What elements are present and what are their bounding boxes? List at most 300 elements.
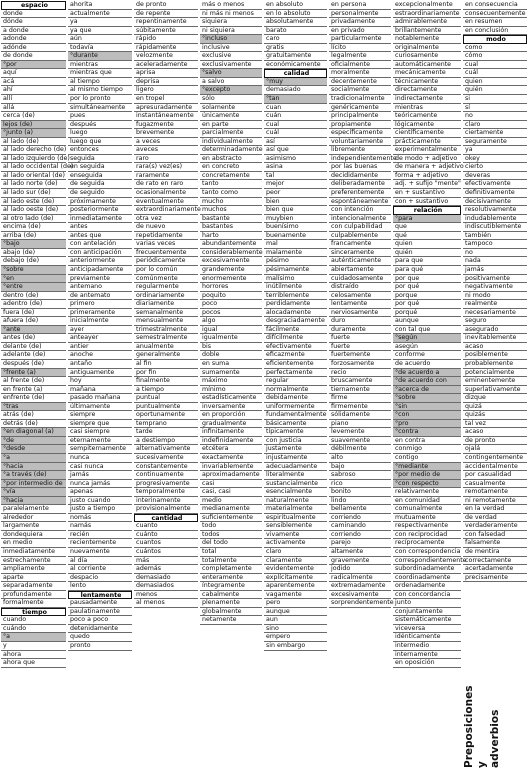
word-cell: inevitablemente: [463, 334, 527, 343]
word-cell: porqué: [393, 309, 461, 318]
word-cell: de nuevo: [134, 223, 198, 232]
word-cell: moralmente: [329, 69, 391, 78]
word-cell: demasiados: [134, 582, 198, 591]
word-cell: exclusivamente: [200, 61, 262, 70]
word-cell: °vía: [1, 488, 66, 497]
word-cell: plenamente: [200, 599, 262, 608]
word-cell: tampoco: [463, 240, 527, 249]
word-cell: por lo pronto: [68, 95, 132, 104]
word-cell: del todo: [200, 539, 262, 548]
word-cell: bonito: [329, 488, 391, 497]
word-cell: en frente (a): [1, 386, 66, 395]
title-line-1: Preposiciones: [463, 685, 475, 768]
word-cell: últimamente: [68, 403, 132, 412]
word-cell: raro: [134, 155, 198, 164]
column-1: [1, 1, 74, 668]
word-cell: piano: [329, 420, 391, 429]
word-cell: parejo: [329, 539, 391, 548]
word-cell: separadamente: [1, 582, 66, 591]
word-cell: progresivamente: [134, 480, 198, 489]
word-cell: firme: [329, 394, 391, 403]
column-2: [68, 1, 132, 651]
word-cell: puntualmente: [134, 403, 198, 412]
word-cell: con + sustantivo: [393, 198, 461, 207]
word-cell: cómo: [463, 52, 527, 61]
word-cell: más: [134, 557, 198, 566]
word-cell: materialmente: [264, 505, 327, 514]
word-cell: de donde: [1, 52, 66, 61]
word-cell: estrechamente: [1, 557, 66, 566]
word-cell: fundamentalmente: [266, 411, 327, 419]
word-cell: debidamente: [264, 394, 327, 403]
word-cell: °por intermedio de: [1, 480, 66, 489]
word-cell: eternamente: [68, 437, 132, 446]
word-cell: verdaderamente: [463, 522, 527, 531]
word-cell: claro: [463, 121, 527, 130]
word-cell: luego que: [68, 138, 132, 147]
word-cell: diariamente: [134, 300, 198, 309]
word-cell: en persona: [329, 1, 391, 10]
word-cell: ahí: [1, 86, 66, 95]
word-cell: esencialmente: [264, 488, 327, 497]
word-cell: velozmente: [134, 52, 198, 61]
word-cell: °de: [1, 437, 66, 446]
word-cell: sólidamente: [329, 411, 391, 420]
word-cell: después: [68, 121, 132, 130]
word-cell: distraído: [329, 283, 391, 292]
word-cell: después (de): [1, 360, 66, 369]
word-cell: determinadamente: [202, 146, 263, 154]
word-cell: eficazmente: [264, 351, 327, 360]
word-cell: rara(s) vez(es): [134, 163, 198, 172]
section-header: relación: [393, 206, 461, 215]
word-cell: °junto (a): [1, 129, 66, 138]
word-cell: °excepto: [200, 86, 262, 95]
word-cell: con anticipación: [68, 249, 132, 258]
word-cell: jamás: [463, 266, 527, 275]
word-cell: °salvo: [200, 69, 262, 78]
word-cell: ni siquiera: [200, 27, 262, 36]
word-cell: bellamente: [329, 505, 391, 514]
word-cell: privadamente: [329, 18, 391, 27]
word-cell: tiernamente: [329, 386, 391, 395]
word-cell: uniformemente: [264, 403, 327, 412]
word-cell: oficialmente: [329, 61, 391, 70]
word-cell: casualmente: [463, 480, 527, 489]
word-cell: al corriente: [68, 565, 132, 574]
word-cell: por fin: [134, 369, 198, 378]
word-cell: adónde: [1, 44, 66, 53]
word-cell: pronto: [68, 642, 132, 651]
word-cell: bien: [264, 198, 327, 207]
word-cell: acertadamente: [463, 565, 527, 574]
word-cell: demasiado: [264, 86, 327, 95]
word-cell: a tiempo: [134, 386, 198, 395]
word-cell: °contra: [393, 428, 461, 437]
word-cell: °a: [1, 454, 66, 463]
word-cell: estraordinariamente: [395, 9, 460, 17]
word-cell: cerca (de): [1, 112, 66, 121]
word-cell: que: [393, 223, 461, 232]
word-cell: inmediatamente: [1, 548, 66, 557]
word-cell: consecuentemente: [465, 9, 526, 17]
word-cell: altamente: [329, 548, 391, 557]
word-cell: alrededor: [1, 514, 66, 523]
word-cell: potencialmente: [463, 369, 527, 378]
word-cell: antaño: [68, 360, 132, 369]
word-cell: indiscutiblemente: [463, 223, 527, 232]
word-cell: al lado (de): [1, 138, 66, 147]
word-cell: provisionalmente: [134, 505, 198, 514]
word-cell: en suma: [200, 360, 262, 369]
word-cell: al tiempo: [68, 78, 132, 87]
word-cell: únicamente: [200, 112, 262, 121]
word-cell: despacio: [68, 574, 132, 583]
word-cell: decisivamente: [463, 198, 527, 207]
word-cell: nerviosamente: [329, 309, 391, 318]
word-cell: igualmente: [200, 334, 262, 343]
word-cell: gravemente: [329, 557, 391, 566]
word-cell: ligero: [134, 86, 198, 95]
word-cell: arriba (de): [1, 232, 66, 241]
word-cell: por casualidad: [463, 471, 527, 480]
word-cell: ni más ni menos: [200, 10, 262, 19]
word-cell: cuando: [1, 616, 66, 625]
word-cell: recientemente: [68, 539, 132, 548]
word-cell: frecuentemente: [134, 249, 198, 258]
word-cell: °tras: [1, 403, 66, 412]
word-cell: inmediatamente: [68, 215, 132, 224]
word-cell: quién: [463, 86, 527, 95]
word-cell: °sobre: [393, 394, 461, 403]
title-line-2: y adverbios: [476, 709, 501, 768]
word-cell: hoy: [68, 377, 132, 386]
word-cell: °tan: [264, 95, 327, 104]
word-cell: primeramente: [68, 309, 132, 318]
word-cell: originalmente: [393, 44, 461, 53]
word-cell: namás: [68, 522, 132, 531]
word-cell: mensualmente: [134, 317, 198, 326]
word-cell: principalmente: [329, 112, 391, 121]
word-cell: al lado derecho (de): [3, 146, 67, 154]
word-cell: varias veces: [134, 240, 198, 249]
word-cell: atrás (de): [1, 411, 66, 420]
word-cell: contigo: [393, 454, 461, 463]
word-cell: rico: [329, 480, 391, 489]
column-6: [329, 1, 397, 608]
word-cell: °para: [393, 215, 461, 224]
word-cell: poco a poco: [68, 616, 132, 625]
word-cell: repetidamente: [134, 232, 198, 241]
word-cell: adelante (de): [1, 351, 66, 360]
word-cell: al mismo tiempo: [68, 86, 132, 95]
word-cell: nomás: [68, 514, 132, 523]
word-cell: asegún: [393, 343, 461, 352]
word-cell: indirectamente: [393, 95, 461, 104]
word-cell: así que: [264, 146, 327, 155]
word-cell: aunque: [264, 608, 327, 617]
word-cell: de acuerdo: [393, 360, 461, 369]
word-cell: con antelación: [68, 240, 132, 249]
word-cell: injustamente: [264, 454, 327, 463]
word-cell: cuanto: [134, 522, 198, 531]
word-cell: realmente: [463, 300, 527, 309]
word-cell: por qué: [393, 300, 461, 309]
word-cell: recio: [329, 369, 391, 378]
word-cell: personalmente: [329, 10, 391, 19]
word-cell: °por medio de: [393, 471, 461, 480]
word-cell: anualmente: [134, 343, 198, 352]
word-cell: tal: [264, 172, 327, 181]
word-cell: brevemente: [134, 129, 198, 138]
word-cell: °con: [393, 411, 461, 420]
word-cell: adonde: [1, 35, 66, 44]
word-cell: fuera (de): [1, 309, 66, 318]
word-cell: °sobre: [1, 266, 66, 275]
word-cell: extremadamente: [329, 582, 391, 591]
word-cell: si: [463, 95, 527, 104]
word-cell: profundamente: [1, 591, 66, 600]
word-cell: sí: [463, 104, 527, 113]
word-cell: mecánicamente: [393, 69, 461, 78]
word-cell: recíprocamente: [393, 539, 461, 548]
word-cell: casi: [200, 480, 262, 489]
word-cell: negativamente: [463, 283, 527, 292]
word-cell: auténticamente: [329, 257, 391, 266]
word-cell: de pronto: [463, 437, 527, 446]
word-cell: exactamente: [200, 454, 262, 463]
word-cell: °entre: [1, 283, 66, 292]
word-cell: actualmente: [68, 10, 132, 19]
word-cell: subordinadamente: [393, 565, 461, 574]
word-cell: al lado oriental (de): [3, 171, 65, 179]
word-cell: bastante: [200, 215, 262, 224]
word-cell: algo: [200, 317, 262, 326]
word-cell: internamente: [393, 651, 461, 660]
word-cell: instantáneamente: [134, 112, 198, 121]
word-cell: para que: [393, 257, 461, 266]
word-cell: aprisa: [134, 69, 198, 78]
word-cell: aveces: [134, 146, 198, 155]
word-cell: de verdad: [463, 514, 527, 523]
word-cell: indefinidamente: [200, 437, 262, 446]
word-cell: sabroso: [329, 471, 391, 480]
word-cell: a salvo: [200, 78, 262, 87]
word-cell: aceleradamente: [134, 61, 198, 70]
word-cell: demasiado: [134, 574, 198, 583]
word-cell: °a: [1, 633, 66, 642]
word-cell: intermedio: [393, 642, 461, 651]
word-cell: °hacia: [1, 463, 66, 472]
word-cell: acaso: [463, 428, 527, 437]
word-cell: mañana: [68, 386, 132, 395]
word-cell: en seguida: [68, 163, 132, 172]
word-cell: con falsedad: [463, 531, 527, 540]
word-cell: ordenadamente: [393, 582, 461, 591]
word-cell: y: [1, 642, 66, 651]
word-cell: muybien: [264, 215, 327, 224]
word-cell: excesivamente: [329, 591, 391, 600]
word-cell: con tal que: [393, 326, 461, 335]
word-cell: idénticamente: [393, 633, 461, 642]
word-cell: caro: [264, 35, 327, 44]
word-cell: económicamente: [264, 61, 327, 70]
column-5: [264, 1, 327, 651]
word-cell: quizá: [463, 403, 527, 412]
word-cell: ocasionalmente: [134, 189, 198, 198]
word-cell: normalmente: [264, 386, 327, 395]
word-cell: duro: [329, 317, 391, 326]
word-cell: naturalmente: [264, 497, 327, 506]
word-cell: deprisa: [134, 78, 198, 87]
word-cell: justo a tiempo: [68, 505, 132, 514]
word-cell: al otro lado (de): [1, 215, 66, 224]
word-cell: casi siempre: [68, 428, 132, 437]
word-cell: respectivamente: [393, 522, 461, 531]
word-cell: de mentira: [463, 548, 527, 557]
column-8: [463, 1, 527, 582]
word-cell: efectivamente: [463, 180, 527, 189]
word-cell: perdidamente: [264, 300, 327, 309]
word-cell: levemente: [329, 428, 391, 437]
word-cell: débilmente: [329, 445, 391, 454]
word-cell: cuándo: [1, 625, 66, 634]
word-cell: siquiera: [200, 18, 262, 27]
word-cell: aquí: [1, 69, 66, 78]
word-cell: anteayer: [68, 334, 132, 343]
word-cell: notablemente: [393, 35, 461, 44]
section-header: cantidad: [134, 514, 198, 523]
word-cell: corriendo: [329, 531, 391, 540]
word-cell: oportunamente: [134, 411, 198, 420]
word-cell: solamente: [200, 104, 262, 113]
word-cell: qué: [393, 232, 461, 241]
word-cell: en absoluto: [264, 1, 327, 10]
word-cell: ordinariamente: [134, 292, 198, 301]
word-cell: ya que: [68, 27, 132, 36]
word-cell: cuál: [463, 69, 527, 78]
word-cell: todo: [200, 522, 262, 531]
word-cell: cuántos: [134, 548, 198, 557]
word-cell: igual: [200, 326, 262, 335]
word-cell: acaso: [463, 343, 527, 352]
word-cell: deliberadamente: [329, 180, 391, 189]
word-cell: para qué: [393, 266, 461, 275]
word-cell: perfectamente: [264, 369, 327, 378]
word-cell: sino: [264, 625, 327, 634]
word-cell: caminando: [329, 522, 391, 531]
word-cell: básicamente: [264, 420, 327, 429]
word-cell: lejos (de): [1, 121, 66, 130]
word-cell: alto: [329, 454, 391, 463]
word-cell: en proporción: [200, 411, 262, 420]
word-cell: °durante: [68, 52, 132, 61]
word-cell: encima (de): [1, 223, 66, 232]
word-cell: absolutamente: [264, 18, 327, 27]
word-cell: regularmente: [134, 283, 198, 292]
word-cell: al lado oeste (de): [1, 206, 66, 215]
word-cell: en medio: [1, 539, 66, 548]
word-cell: culpablemente: [329, 232, 391, 241]
word-cell: admirablemente: [393, 18, 461, 27]
word-cell: parcialmente: [200, 129, 262, 138]
word-cell: asina: [264, 163, 327, 172]
word-cell: °mediante: [393, 463, 461, 472]
word-cell: desgraciadamente: [264, 317, 327, 326]
word-cell: nuevamente: [68, 548, 132, 557]
word-cell: seguramente: [463, 138, 527, 147]
word-cell: ya: [463, 146, 527, 155]
word-cell: duramente: [329, 326, 391, 335]
word-cell: de seguida: [68, 180, 132, 189]
word-cell: sucesivamente: [134, 454, 198, 463]
word-cell: allí: [1, 95, 66, 104]
word-cell: también: [463, 232, 527, 241]
word-cell: bajo: [329, 463, 391, 472]
word-cell: fuerte: [329, 334, 391, 343]
word-cell: °acerca de: [393, 386, 461, 395]
word-cell: espontáneamente: [329, 198, 391, 207]
word-cell: casi nunca: [68, 463, 132, 472]
word-cell: antemano: [68, 283, 132, 292]
word-cell: cierto: [463, 163, 527, 172]
word-cell: anoche: [68, 351, 132, 360]
word-cell: °frente (a): [1, 369, 66, 378]
word-cell: seguro: [463, 317, 527, 326]
word-cell: enteramente: [200, 574, 262, 583]
word-cell: corriendo: [329, 514, 391, 523]
word-cell: aún: [68, 35, 132, 44]
word-cell: primero: [68, 300, 132, 309]
word-cell: malamente: [264, 249, 327, 258]
word-cell: cabalmente: [200, 591, 262, 600]
word-cell: buenamente: [264, 232, 327, 241]
word-cell: infinitamente: [200, 428, 262, 437]
word-cell: en tropel: [134, 95, 198, 104]
word-cell: además: [134, 565, 198, 574]
word-cell: indudablemente: [463, 215, 527, 224]
word-cell: allá: [1, 104, 66, 113]
word-cell: ojalá: [463, 445, 527, 454]
word-cell: trimestralmente: [134, 326, 198, 335]
word-cell: okey: [463, 155, 527, 164]
word-cell: todavía: [68, 44, 132, 53]
word-cell: socialmente: [329, 86, 391, 95]
word-cell: constantemente: [134, 463, 198, 472]
word-cell: de repente: [134, 10, 198, 19]
word-cell: semanalmente: [134, 309, 198, 318]
word-cell: con justicia: [264, 437, 327, 446]
word-cell: temprano: [134, 420, 198, 429]
word-cell: típicamente: [264, 428, 327, 437]
word-cell: acá: [1, 78, 66, 87]
word-cell: netamente: [200, 616, 262, 625]
word-cell: barato: [264, 27, 327, 36]
word-cell: técnicamente: [393, 78, 461, 87]
word-cell: antes: [68, 223, 132, 232]
word-cell: con concordancia: [393, 591, 461, 600]
word-cell: íntegramente: [200, 582, 262, 591]
word-cell: jamás: [68, 471, 132, 480]
word-cell: aunque: [393, 317, 461, 326]
word-cell: antes que: [68, 232, 132, 241]
word-cell: donde: [1, 10, 66, 19]
word-cell: probablemente: [463, 360, 527, 369]
word-cell: por que: [393, 275, 461, 284]
word-cell: mal: [264, 240, 327, 249]
word-cell: extraordinariamente: [136, 206, 201, 214]
word-cell: al lado izquierdo (de): [3, 154, 70, 162]
